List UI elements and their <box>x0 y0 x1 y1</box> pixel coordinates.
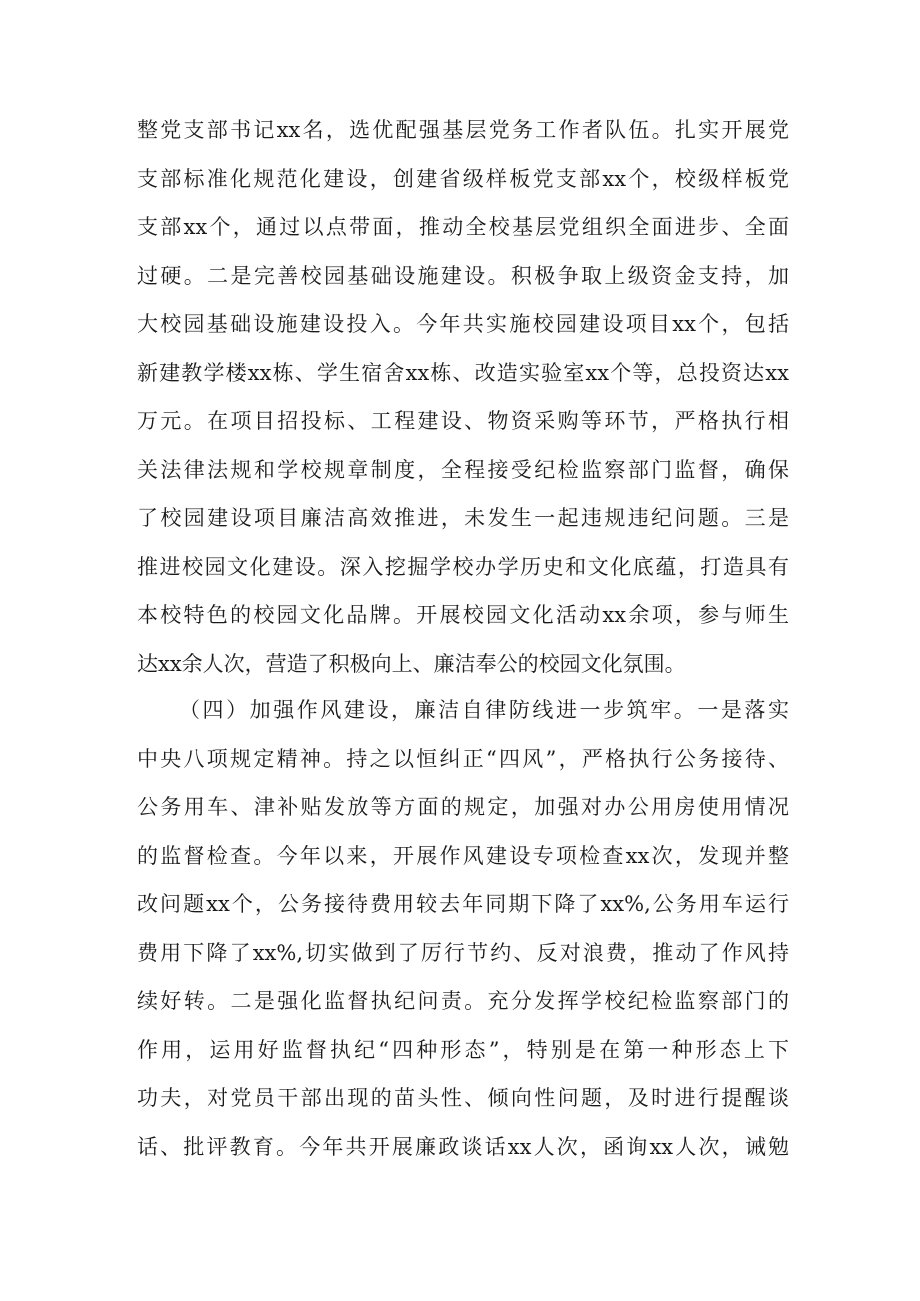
text-line: 达xx余人次，营造了积极向上、廉洁奉公的校园文化氛围。 <box>137 651 686 676</box>
text-line: 大校园基础设施建设投入。今年共实施校园建设项目xx个，包括 <box>137 312 789 336</box>
text-line: 中央八项规定精神。持之以恒纠正“四风”，严格执行公务接待、 <box>137 746 789 771</box>
text-line: 支部标准化规范化建设，创建省级样板党支部xx个，校级样板党 <box>137 166 789 191</box>
text-line: 万元。在项目招投标、工程建设、物资采购等环节，严格执行相 <box>137 409 789 433</box>
section-heading-line: （四）加强作风建设，廉洁自律防线进一步筑牢。一是落实 <box>179 698 789 722</box>
text-line: 功夫，对党员干部出现的苗头性、倾向性问题，及时进行提醒谈 <box>137 1086 789 1110</box>
text-line: 推进校园文化建设。深入挖掘学校办学历史和文化底蕴，打造具有 <box>137 554 789 579</box>
text-line: 过硬。二是完善校园基础设施建设。积极争取上级资金支持，加 <box>137 263 789 288</box>
paragraph-infrastructure-culture <box>137 106 789 688</box>
text-line: 本校特色的校园文化品牌。开展校园文化活动xx余项，参与师生 <box>137 603 789 627</box>
text-line: 了校园建设项目廉洁高效推进，未发生一起违规违纪问题。三是 <box>137 506 789 530</box>
text-line: 续好转。二是强化监督执纪问责。充分发挥学校纪检监察部门的 <box>137 989 789 1013</box>
paragraph-work-style <box>137 686 789 1171</box>
text-line: 话、批评教育。今年共开展廉政谈话xx人次，函询xx人次，诫勉 <box>137 1134 789 1159</box>
text-line: 作用，运用好监督执纪“四种形态”，特别是在第一种形态上下 <box>137 1037 789 1062</box>
text-line: 支部xx个，通过以点带面，推动全校基层党组织全面进步、全面 <box>137 215 789 239</box>
text-line: 公务用车、津补贴发放等方面的规定，加强对办公用房使用情况 <box>137 795 789 819</box>
text-line: 改问题xx个，公务接待费用较去年同期下降了xx%,公务用车运行 <box>137 892 789 916</box>
text-line: 新建教学楼xx栋、学生宿舍xx栋、改造实验室xx个等，总投资达xx <box>137 360 789 385</box>
text-line: 的监督检查。今年以来，开展作风建设专项检查xx次，发现并整 <box>137 843 789 868</box>
text-line: 费用下降了xx%,切实做到了厉行节约、反对浪费，推动了作风持 <box>137 940 789 965</box>
text-line: 关法律法规和学校规章制度，全程接受纪检监察部门监督，确保 <box>137 457 789 482</box>
text-line: 整党支部书记xx名，选优配强基层党务工作者队伍。扎实开展党 <box>137 118 789 142</box>
